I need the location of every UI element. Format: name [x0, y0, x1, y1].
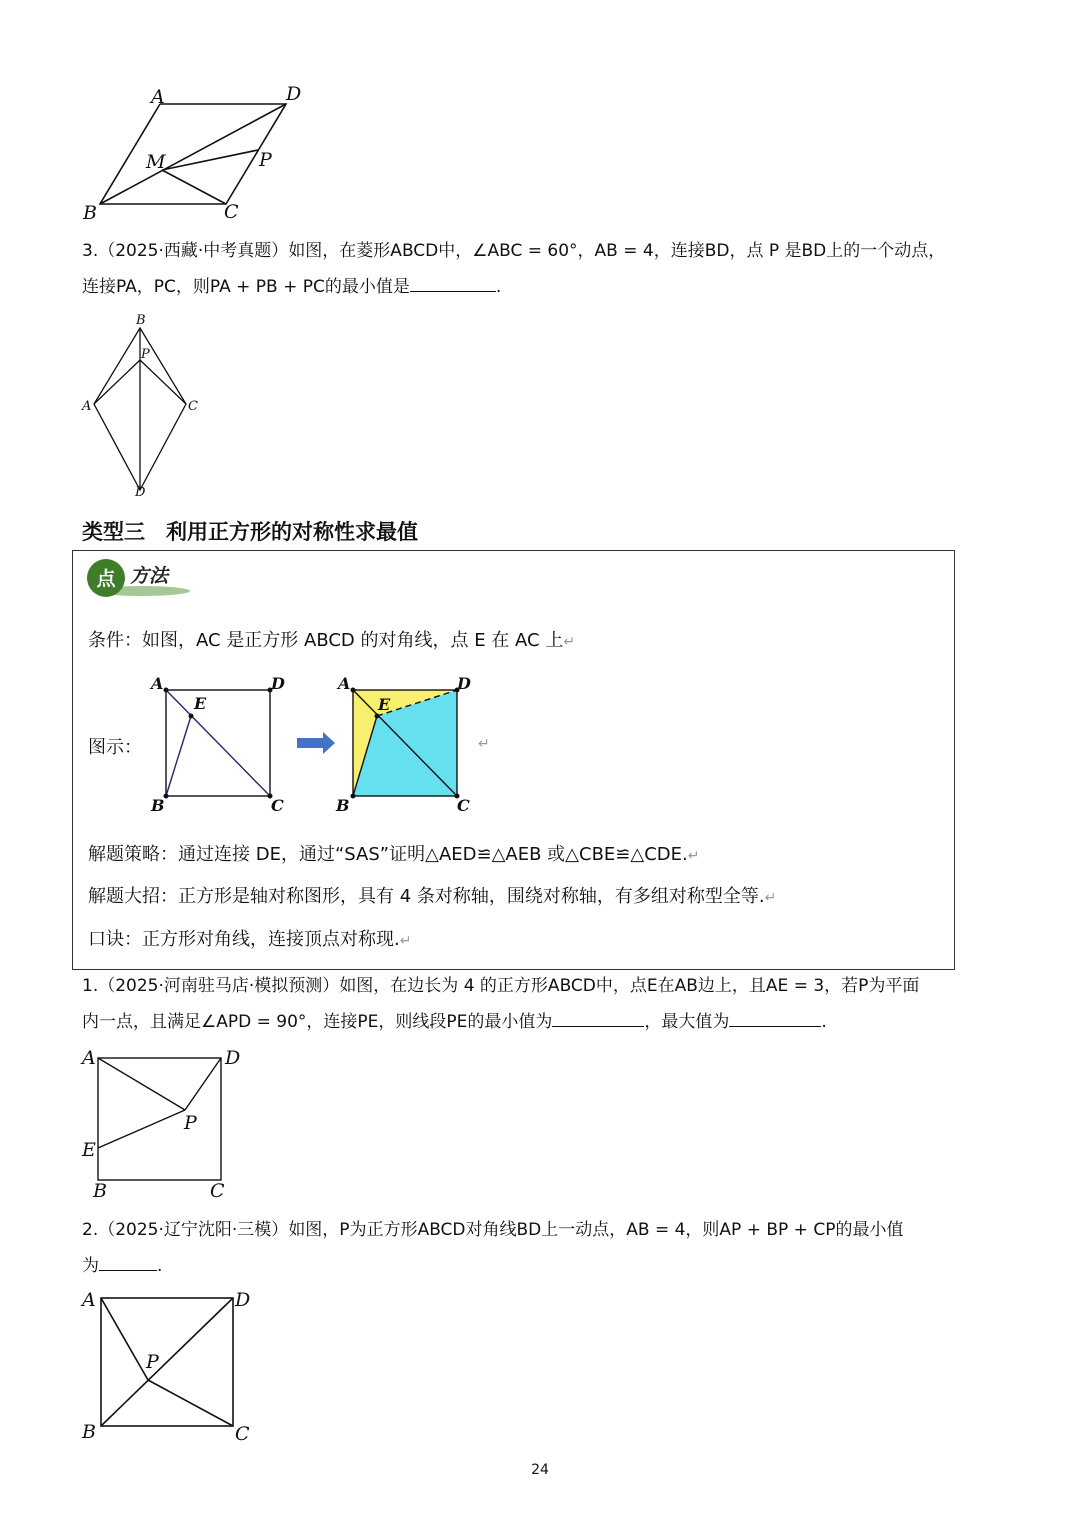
label-C: C [224, 201, 239, 223]
question-1 [82, 968, 1002, 1040]
label-B: B [136, 313, 146, 328]
method-condition: 条件：如图，AC 是正方形 ABCD 的对角线，点 E 在 AC 上↵ [88, 630, 576, 651]
question-2 [82, 1212, 1002, 1284]
method-strategy: 解题策略：通过连接 DE，通过“SAS”证明△AED≌△AEB 或△CBE≌△CDE.↵ [88, 844, 700, 865]
label-A: A [151, 86, 165, 108]
answer-blank[interactable] [410, 275, 496, 292]
answer-blank-min[interactable] [552, 1010, 644, 1027]
question-3-line2: 连接PA，PC，则PA + PB + PC的最小值是 . [82, 277, 502, 297]
label-C: C [188, 399, 198, 414]
label-C: C [271, 796, 284, 815]
figure-parallelogram [80, 80, 320, 230]
label-A: A [338, 674, 351, 693]
label-D: D [286, 83, 302, 105]
return-mark: ↵ [478, 736, 490, 752]
label-A: A [151, 674, 164, 693]
section-title: 类型三 利用正方形的对称性求最值 [82, 520, 418, 544]
label-M: M [146, 151, 166, 173]
label-E: E [194, 694, 207, 713]
page-number: 24 [531, 1462, 549, 1478]
answer-blank-max[interactable] [729, 1010, 821, 1027]
label-P: P [184, 1112, 197, 1134]
label-B: B [151, 796, 165, 815]
question-2-line2: 为 . [82, 1256, 163, 1276]
label-C: C [235, 1423, 250, 1445]
figure-rhombus [78, 310, 208, 505]
label-A: A [82, 1047, 96, 1069]
label-D: D [135, 485, 146, 500]
question-3-line1: 3.（2025·西藏·中考真题）如图，在菱形ABCD中，∠ABC = 60°，AB = 4，连接BD，点 P 是BD上的一个动点， [82, 241, 946, 261]
label-D: D [271, 674, 285, 693]
diagram-label: 图示： [88, 737, 142, 758]
label-D: D [457, 674, 471, 693]
label-B: B [93, 1180, 107, 1202]
answer-blank[interactable] [99, 1254, 157, 1271]
figure-square-1 [78, 1044, 253, 1204]
method-tip: 解题大招：正方形是轴对称图形，具有 4 条对称轴，围绕对称轴，有多组对称型全等.↵ [88, 886, 777, 907]
right-arrow-icon [297, 732, 337, 754]
label-P: P [259, 149, 272, 171]
method-badge [84, 556, 194, 600]
label-C: C [210, 1180, 225, 1202]
label-P: P [141, 347, 150, 362]
diagram-square-left [145, 672, 295, 817]
badge-text: 方法 [130, 565, 169, 587]
label-D: D [235, 1289, 251, 1311]
figure-square-2 [78, 1286, 258, 1448]
method-rhyme: 口诀：正方形对角线，连接顶点对称现.↵ [88, 929, 412, 950]
label-D: D [225, 1047, 241, 1069]
label-B: B [83, 202, 97, 224]
label-C: C [457, 796, 470, 815]
question-3 [82, 233, 1002, 305]
badge-char: 点 [96, 568, 116, 590]
question-2-line1: 2.（2025·辽宁沈阳·三模）如图，P为正方形ABCD对角线BD上一动点，AB = 4，则AP + BP + CP的最小值 [82, 1220, 904, 1240]
label-P: P [146, 1351, 159, 1373]
label-A: A [82, 399, 92, 414]
label-B: B [336, 796, 350, 815]
question-1-line1: 1.（2025·河南驻马店·模拟预测）如图，在边长为 4 的正方形ABCD中，点E在AB边上，且AE = 3，若P为平面 [82, 976, 920, 996]
diagram-square-right [333, 672, 483, 817]
label-B: B [82, 1421, 96, 1443]
label-E: E [378, 695, 391, 714]
label-E: E [82, 1139, 96, 1161]
label-A: A [82, 1289, 96, 1311]
question-1-line2: 内一点，且满足∠APD = 90°，连接PE，则线段PE的最小值为 ，最大值为 . [82, 1012, 827, 1032]
